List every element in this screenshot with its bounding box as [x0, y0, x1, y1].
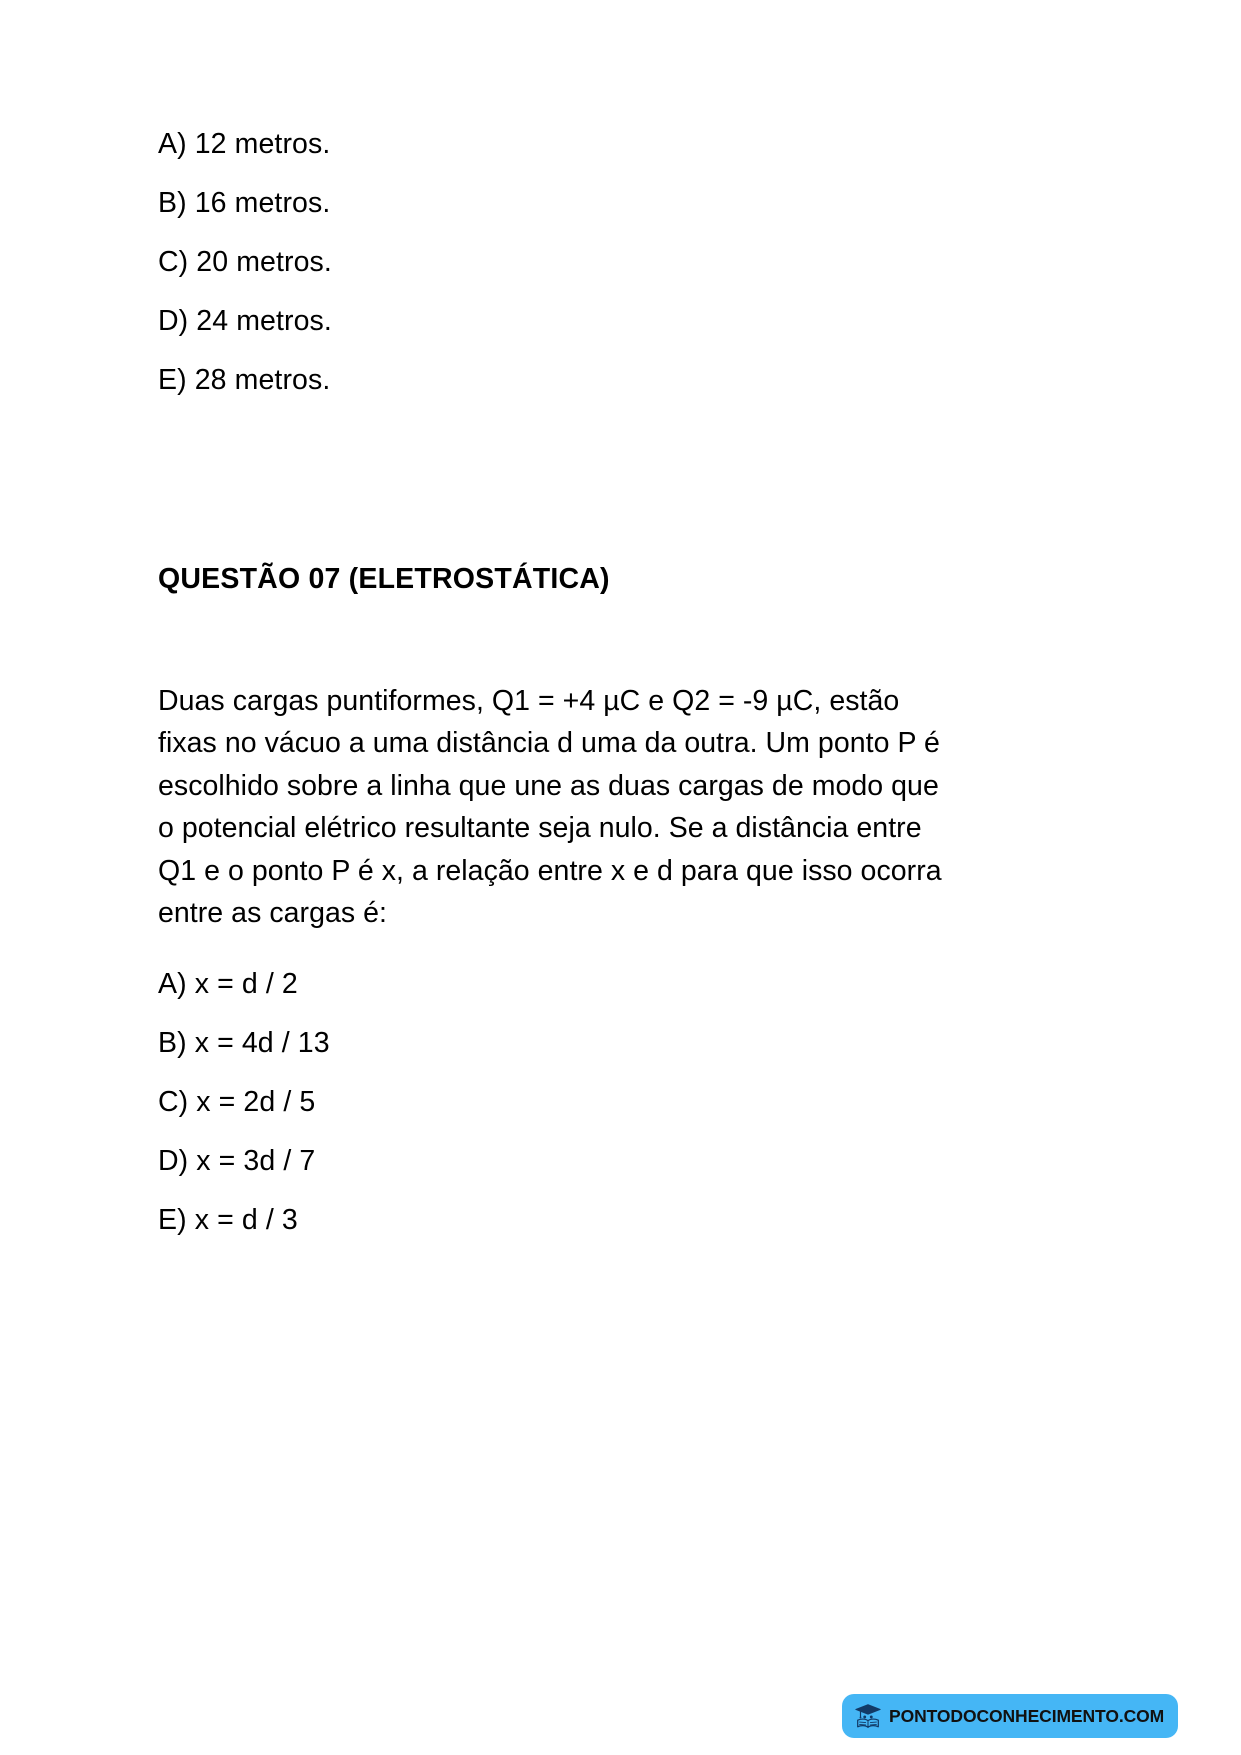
option-item-b: B) x = 4d / 13 — [158, 1027, 330, 1059]
option-item-b: B) 16 metros. — [158, 187, 331, 219]
option-item-d: D) x = 3d / 7 — [158, 1145, 316, 1177]
option-item-a: A) 12 metros. — [158, 128, 331, 160]
site-watermark-label: PONTODOCONHECIMENTO.COM — [889, 1705, 1165, 1726]
question-06-option-list — [158, 130, 758, 425]
question-07-option-list — [158, 970, 758, 1265]
option-item-a: A) x = d / 2 — [158, 968, 298, 1000]
question-statement: Duas cargas puntiformes, Q1 = +4 µC e Q2 = -9 µC, estão fixas no vácuo a uma distância d uma da outra. Um ponto P é escolhido sobre a linha que une as duas cargas de modo que o potencial elétrico resultante seja nulo. Se a distância entre Q1 e o ponto P é x, a relação entre x e d para que isso ocorra entre as cargas é: — [158, 684, 942, 929]
option-item-d: D) 24 metros. — [158, 305, 332, 337]
option-item-e: E) x = d / 3 — [158, 1204, 298, 1236]
option-item-c: C) 20 metros. — [158, 246, 332, 278]
question-heading: QUESTÃO 07 (ELETROSTÁTICA) — [158, 562, 610, 595]
graduation-cap-book-icon — [853, 1701, 883, 1731]
site-watermark-badge[interactable] — [842, 1694, 1178, 1738]
option-item-e: E) 28 metros. — [158, 364, 331, 396]
option-item-c: C) x = 2d / 5 — [158, 1086, 316, 1118]
